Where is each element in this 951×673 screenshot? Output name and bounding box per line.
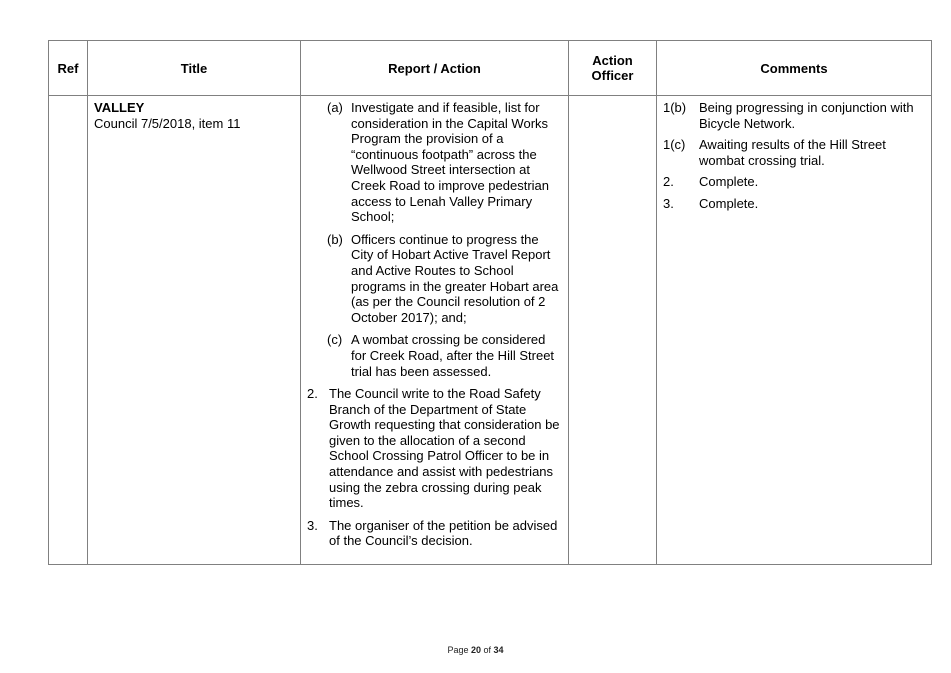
report-action-list (307, 100, 562, 549)
report-item-text: The organiser of the petition be advised of the Council’s decision. (329, 517, 558, 549)
current-page-number: 20 (470, 645, 481, 655)
cell-title (88, 96, 301, 565)
item-meeting-reference: Council 7/5/2018, item 11 (94, 115, 241, 131)
comment-text: Complete. (699, 174, 759, 190)
report-item-b (307, 232, 562, 326)
cell-comments (657, 96, 932, 565)
header-title: Title (88, 41, 301, 96)
comment-marker: 1(b) (663, 100, 687, 115)
report-item-marker: (a) (327, 100, 343, 115)
comments-list (663, 100, 925, 212)
header-ref: Ref (49, 41, 88, 96)
report-item-2 (307, 386, 562, 511)
action-table (48, 40, 932, 565)
cell-ref (49, 96, 88, 565)
comment-marker: 3. (663, 195, 674, 211)
comment-text: Awaiting results of the Hill Street wombat crossing trial. (699, 137, 886, 168)
report-item-text: A wombat crossing be considered for Creek Road, after the Hill Street trial has been assessed. (351, 332, 555, 379)
report-item-marker: (b) (327, 231, 343, 247)
report-item-a (307, 100, 562, 225)
cell-report-action (301, 96, 569, 565)
header-row (49, 41, 932, 96)
page-footer (0, 645, 951, 655)
report-item-text: The Council write to the Road Safety Branch of the Department of State Growth requesting that consideration be given to the allocation of a second School Crossing Patrol Officer to be in attendance and assist with pedestrians using the zebra crossing during peak times. (329, 386, 560, 511)
comment-marker: 2. (663, 174, 674, 190)
page-of-label: of (483, 645, 492, 655)
report-item-text: Officers continue to progress the City of Hobart Active Travel Report and Active Routes to School programs in the greater Hobart area (as per the Council resolution of 2 October 2017); and; (351, 231, 559, 325)
total-page-count: 34 (493, 645, 504, 655)
report-item-marker: 3. (307, 517, 318, 533)
comment-text: Being progressing in conjunction with Bicycle Network. (699, 100, 914, 131)
item-title: VALLEY (94, 100, 145, 115)
comment-item (663, 196, 925, 212)
report-item-3 (307, 518, 562, 549)
report-item-c (307, 332, 562, 379)
report-item-marker: (c) (327, 332, 343, 348)
comment-item (663, 174, 925, 190)
comment-marker: 1(c) (663, 137, 686, 153)
header-report-action: Report / Action (301, 41, 569, 96)
page-label: Page (447, 645, 469, 655)
report-item-text: Investigate and if feasible, list for consideration in the Capital Works Program the provision of a “continuous footpath” across the Wellwood Street intersection at Creek Road to improve pedestrian access to Lenah Valley Primary School; (351, 100, 549, 225)
report-item-marker: 2. (307, 386, 318, 402)
header-action-officer: Action Officer (569, 41, 657, 96)
comment-item (663, 137, 925, 168)
cell-action-officer (569, 96, 657, 565)
table-row (49, 96, 932, 565)
comment-text: Complete. (699, 195, 759, 211)
header-comments: Comments (657, 41, 932, 96)
comment-item (663, 100, 925, 131)
